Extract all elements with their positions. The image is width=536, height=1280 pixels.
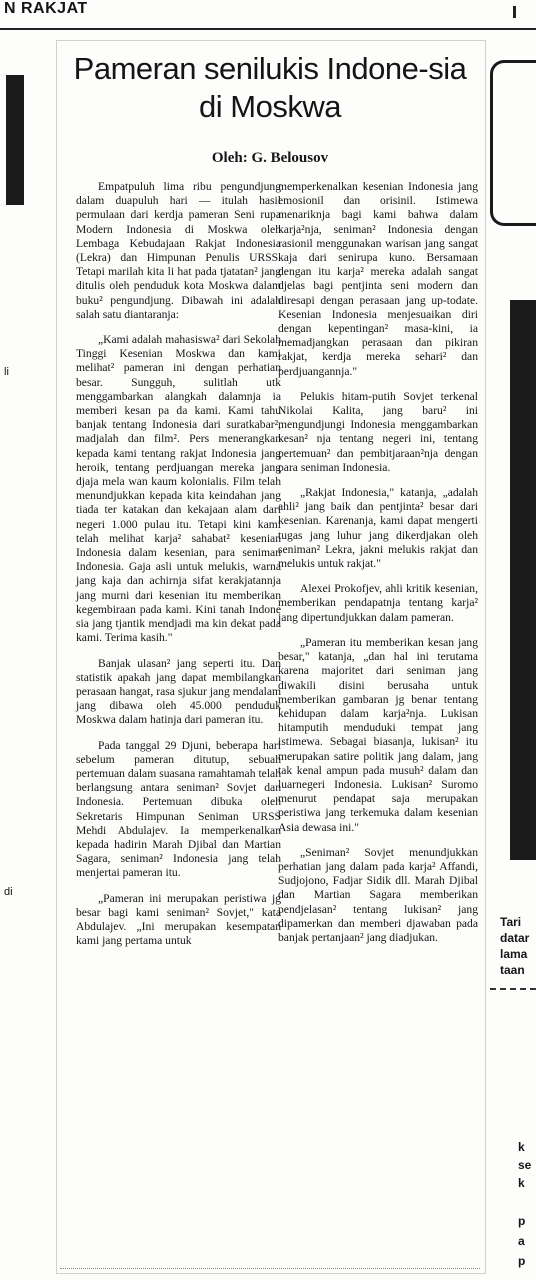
right-margin-fragment: k xyxy=(518,1176,525,1190)
right-margin-fragment: Tari xyxy=(500,915,522,929)
left-margin-fragment: di xyxy=(4,886,13,898)
paragraph: Pada tanggal 29 Djuni, beberapa hari sebelum pameran ditutup, sebuah pertemuan dalam suasana ramahtamah telah berlangsung antara seniman² Sovjet dan Indonesia. Pertemuan dibuka oleh Sekretaris Himpunan Seniman URSS Mehdi Abdulajev. Ia memperkenalkan kepada hadirin Marah Djibal dan Martian Sagara, seniman² Indonesia jang telah menjertai pameran itu. xyxy=(76,738,281,880)
right-margin-fragment: p xyxy=(518,1214,526,1228)
article-column-left xyxy=(76,180,281,959)
right-adjacent-frame xyxy=(490,60,536,226)
paragraph: „Pameran ini merupakan peristiwa jg besar bagi kami seniman² Sovjet," kata Abdulajev. „Ini merupakan kesempatan kami jang pertama untuk xyxy=(76,891,281,948)
newspaper-masthead: N RAKJAT xyxy=(4,0,88,17)
paragraph: memperkenalkan kesenian Indonesia jang emosionil dan orisinil. Istimewa menariknja bagi kami bahwa dalam karja²nja, seniman² Indonesia dengan rasionil menggunakan warisan jang sangat kaja dari senirupa kuno. Bersamaan dengan itu karja² mereka adalah sangat djelas bagi pentjinta seni modern dan diresapi dengan perasaan jang up-todate. Kesenian Indonesia menjesuaikan diri dengan kepentingan² masa-kini, ia memadjangkan perasaan dan pikiran rakjat, kerdja mereka sehari² dan perdjuangannja." xyxy=(278,180,478,378)
right-margin-fragment: a xyxy=(518,1234,525,1248)
right-margin-fragment: se xyxy=(518,1158,532,1172)
paragraph: Empatpuluh lima ribu pengundjung dalam duapuluh hari — itulah hasil permulaan dari kerdja pameran Seni rupa Modern Indonesia di Moskwa oleh Lembaga Kebudajaan Rakjat Indonesia (Lekra) dan Himpunan Penulis URSS. Tetapi marilah kita li hat pada tjatatan² jang ditulis oleh penduduk kota Moskwa dalam buku² pengundjung. Dibawah ini adalah salah satu diantaranja: xyxy=(76,180,281,321)
bottom-rule xyxy=(60,1268,480,1269)
paragraph: Banjak ulasan² jang seperti itu. Dan statistik apakah jang dapat membilangkan perasaan hangat, rasa sjukur jang mendalam jang dibawa oleh 45.000 penduduk Moskwa dalam hatinja dari pameran itu. xyxy=(76,656,281,727)
right-margin-fragment: lama xyxy=(500,947,528,961)
left-margin-fragment: li xyxy=(4,366,9,378)
left-adjacent-column-bar xyxy=(6,75,24,205)
article-column-right xyxy=(278,180,478,956)
paragraph: „Seniman² Sovjet menundjukkan perhatian jang dalam pada karja² Affandi, Sudjojono, Fadjar Sidik dll. Marah Djibal dan Martian Sagara memberikan pendjelasan² tentang lukisan² jang dipamerkan dan memberi djawaban pada banjak pertanjaan² jang diadjukan. xyxy=(278,845,478,944)
right-dashed-rule xyxy=(490,988,536,990)
article-byline: Oleh: G. Belousov xyxy=(211,150,329,166)
article-headline: Pameran senilukis Indone-sia di Moskwa xyxy=(73,51,467,124)
paragraph: „Pameran itu memberikan kesan jang besar," katanja, „dan hal ini terutama karena majoritet dari seniman jang diwakili disini berusaha untuk memberikan gambaran jg benar tentang kehidupan dalam karja²nja. Lukisan hitamputih menduduki tempat jang istimewa. Sebagai biasanja, lukisan² itu merupakan satire politik jang dalam, jang tak kenal ampun pada musuh² dalam dan luarnegeri Indonesia. Lukisan² Suromo menurut pendapat saja merupakan peristiwa jang terkemuka dalam kesenian Asia dewasa ini." xyxy=(278,635,478,834)
right-margin-fragment: datar xyxy=(500,931,530,945)
right-margin-fragment: k xyxy=(518,1140,525,1154)
paragraph: „Kami adalah mahasiswa² dari Sekolah Tinggi Kesenian Moskwa dan kami melihat² pameran ini dengan perhatian besar. Sungguh, sulitlah utk menggambarkan alangkah dalamnja ia memberi kesan pa da kami. Kami tahu banjak tentang Indonesia dari suratkabar², madjalah dan film². Pers menerangkan kepada kami tentang rakjat Indonesia jang heroik, tentang perdjuangan mereka jang djaja mela wan kaum kolonialis. Film telah menundjukkan kepada kita keindahan jang tiada ter katakan dan kekajaan alam dari negeri 1.000 pulau itu. Tetapi kini kami telah melihat karja² sahabat² kesenian Indonesia dalam kesenian, para seniman Indonesia. Gaja asli untuk melukis, warna jang kaja dan achirnja sifat kerakjatannja jang murni dari kesenian itu memberikan kegembiraan pada kami. Kini tanah Indone sia jang tjantik mendjadi ma kin dekat pada kami. Terima kasih." xyxy=(76,333,281,645)
paragraph: Alexei Prokofjev, ahli kritik kesenian, memberikan pendapatnja tentang karja² jang dipertundjukkan dalam pameran. xyxy=(278,582,478,624)
right-adjacent-image-bar xyxy=(510,300,536,860)
right-margin-fragment: taan xyxy=(500,963,525,977)
top-rule xyxy=(0,28,536,30)
right-margin-fragment: p xyxy=(518,1254,526,1268)
masthead-mark xyxy=(513,6,516,18)
paragraph: „Rakjat Indonesia," katanja, „adalah ahli² jang baik dan pentjinta² besar dari kesenian. Karenanja, kami dapat mengerti tugas jang luhur jang dikerdjakan oleh seniman² Lekra, jakni melukis rakjat dan melukis untuk rakjat." xyxy=(278,486,478,571)
paragraph: Pelukis hitam-putih Sovjet terkenal Nikolai Kalita, jang baru² ini mengundjungi Indonesia menggambarkan kesan² nja tentang negeri ini, tentang pertemuan² dan pembitjaraan²nja dengan para seniman Indonesia. xyxy=(278,389,478,474)
